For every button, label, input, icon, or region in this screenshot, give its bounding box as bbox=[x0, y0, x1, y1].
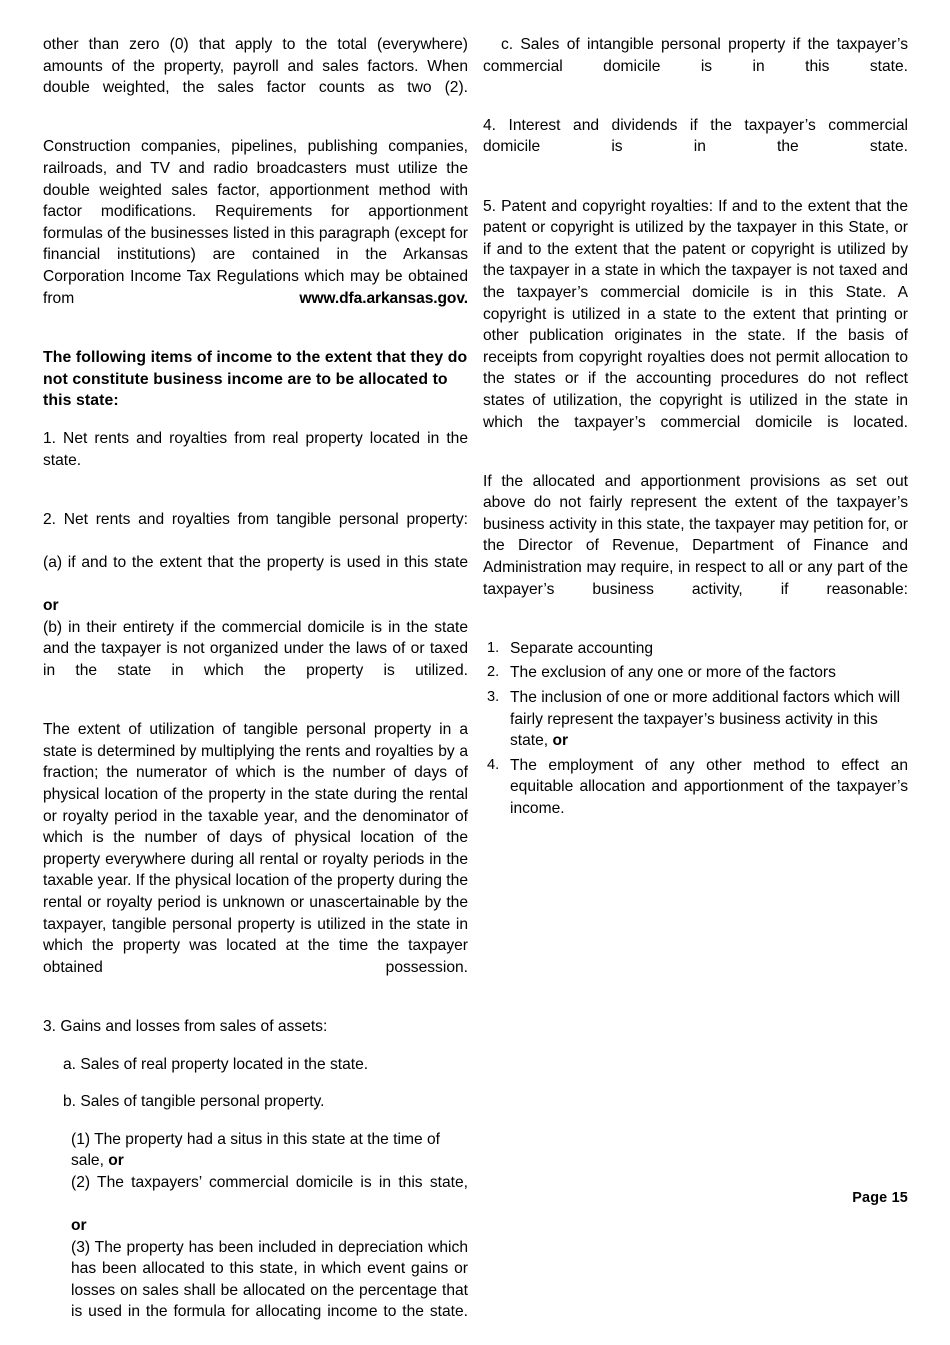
list-item-3b-2-or-connector bbox=[71, 1215, 468, 1237]
paragraph-extent-of-utilization: The extent of utilization of tangible personal property in a state is determined by multiplying the rents and royalties by a fraction; the numerator of which is the number of days of physical location of the property in the state during the rental or royalty period in the taxable year, and the denominator of which is the number of days of physical location of the property everywhere during all rental or royalty periods in the taxable year. If the physical location of the property during the rental or royalty period is unknown or unascertainable by the taxpayer, tangible personal property is utilized in the state in which the property was located at the time the taxpayer obtained possession. bbox=[43, 721, 468, 976]
or-keyword-2: or bbox=[43, 597, 59, 615]
list-item-3b-1-text: (1) The property had a situs in this state at the time of sale, bbox=[71, 1130, 440, 1170]
or-keyword-3b1: or bbox=[108, 1152, 124, 1170]
list-item-2b: (b) in their entirety if the commercial domicile is in the state and the taxpayer is not organized under the laws of or taxed in the state in which the property is utilized. bbox=[43, 618, 468, 680]
list-item-3c: c. Sales of intangible personal property if the taxpayer’s commercial domicile is in this state. bbox=[483, 36, 908, 75]
or-keyword-3b2: or bbox=[71, 1217, 87, 1235]
list-item-3-intro: 3. Gains and losses from sales of assets: bbox=[43, 1017, 328, 1035]
methods-list-item-text: The employment of any other method to effect an equitable allocation and apportionment of the taxpayer’s income. bbox=[510, 756, 908, 817]
methods-list-item-or: or bbox=[552, 732, 569, 750]
list-item-3b-subitems bbox=[43, 1129, 468, 1345]
list-item-3b: b. Sales of tangible personal property. bbox=[63, 1093, 325, 1111]
list-item-2-group bbox=[43, 509, 468, 703]
paragraph-construction-companies bbox=[43, 136, 468, 330]
paragraph-factors-continued: other than zero (0) that apply to the total (everywhere) amounts of the property, payroll and sales factors. When double weighted, the sales factor counts as two (2). bbox=[43, 36, 468, 97]
methods-list-item-text: The inclusion of one or more additional factors which will fairly represent the taxpayer’s business activity in this state, bbox=[510, 689, 901, 750]
list-item-2-intro: 2. Net rents and royalties from tangible personal property: bbox=[43, 510, 468, 528]
methods-list-item bbox=[483, 755, 908, 841]
list-item-5-patent-copyright: 5. Patent and copyright royalties: If and to the extent that the patent or copyright is utilized by the taxpayer in this State, or if and to the extent that the patent or copyright is utilized by the taxpayer in a state in which the taxpayer is not taxed and the taxpayer’s commercial domicile is in this State. A copyright is utilized in a state to the extent that printing or other publication originates in the state. If the basis of receipts from copyright royalties does not permit allocation to the states or if the accounting procedures do not reflect states of utilization, the copyright is utilized in the state in which the taxpayer’s commercial domicile is located. bbox=[483, 197, 908, 431]
dfa-website-link[interactable]: www.dfa.arkansas.gov. bbox=[299, 289, 468, 307]
paragraph-construction-text: Construction companies, pipelines, publishing companies, railroads, and TV and radio broadcasters must utilize the double weighted sales factor, apportionment method with factor modifications. Requirements for apportionment formulas of the businesses listed in this paragraph (except for financial institutions) are contained in the Arkansas Corporation Income Tax Regulations which may be obtained from bbox=[43, 138, 468, 307]
list-item-2-or-connector bbox=[43, 595, 468, 617]
methods-list-item-text: Separate accounting bbox=[510, 639, 654, 657]
list-item-1-net-rents-real: 1. Net rents and royalties from real property located in the state. bbox=[43, 430, 468, 469]
list-item-3b-2: (2) The taxpayers’ commercial domicile is in this state, bbox=[71, 1173, 468, 1191]
paragraph-if-allocated-provisions: If the allocated and apportionment provisions as set out above do not fairly represent the extent of the taxpayer’s business activity in this state, the taxpayer may petition for, or the Director of Revenue, Department of Finance and Administration may require, in respect to all or any part of the taxpayer’s business activity, if reasonable: bbox=[483, 472, 908, 598]
methods-list-item bbox=[483, 662, 908, 684]
methods-list-item bbox=[483, 687, 908, 752]
list-item-3b-3: (3) The property has been included in depreciation which has been allocated to this state, in which event gains or losses on sales shall be allocated on the percentage that is used in the formula for allocating income to the state. bbox=[71, 1238, 468, 1321]
methods-list-item-text: The exclusion of any one or more of the factors bbox=[510, 664, 836, 682]
list-item-3b-1 bbox=[71, 1129, 468, 1172]
page-number-footer: Page 15 bbox=[852, 1190, 908, 1206]
alternative-methods-list bbox=[483, 638, 908, 841]
right-column bbox=[483, 34, 908, 1154]
methods-list-item bbox=[483, 638, 908, 660]
left-column bbox=[43, 34, 468, 1321]
heading-allocated-items: The following items of income to the extent that they do not constitute business income are to be allocated to this state: bbox=[43, 348, 468, 410]
list-item-2a: (a) if and to the extent that the property is used in this state bbox=[43, 554, 468, 572]
list-item-3a: a. Sales of real property located in the state. bbox=[63, 1055, 369, 1073]
list-item-4-interest-dividends: 4. Interest and dividends if the taxpayer’s commercial domicile is in the state. bbox=[483, 116, 908, 156]
